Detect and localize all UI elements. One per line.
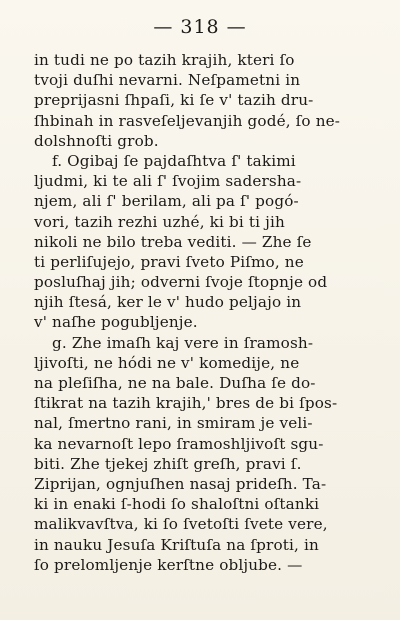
text-line: posluſhaj jih; odverni ſvoje ſtopnje od [34, 273, 328, 292]
text-line: vori, tazih rezhi uzhé, ki bi ti jih [34, 212, 285, 231]
text-line: ljudmi, ki te ali ſ' ſvojim sadersha- [34, 172, 302, 191]
text-line: nal, ſmertno rani, in smiram je veli- [34, 414, 313, 433]
text-line: preprijasni ſhpaſi, ki ſe v' tazih dru- [34, 91, 314, 110]
page-body-text [34, 50, 372, 575]
text-line: ſhbinah in rasveſeljevanjih godé, ſo ne- [34, 111, 341, 130]
text-line: njem, ali ſ' berilam, ali pa ſ' pogó- [34, 192, 299, 211]
text-line: in nauku Jesuſa Kriſtuſa na ſproti, in [34, 535, 319, 554]
text-line: Ziprijan, ognjuſhen nasaj prideſh. Ta- [34, 474, 327, 493]
text-line: malikvavſtva, ki ſo ſvetoſti ſvete vere, [34, 515, 328, 534]
text-line: ſo prelomljenje kerſtne obljube. — [34, 555, 303, 574]
page-number: — 318 — [153, 16, 247, 38]
text-line: ki in enaki ſ-hodi ſo shaloſtni oſtanki [34, 495, 320, 514]
text-line: ljivoſti, ne hódi ne v' komedije, ne [34, 353, 300, 372]
text-line: ka nevarnoſt lepo ſramoshljivoſt sgu- [34, 434, 324, 453]
text-line: v' naſhe pogubljenje. [34, 313, 198, 332]
text-line: tvoji duſhi nevarni. Neſpametni in [34, 71, 301, 90]
text-line: njih ſtesá, ker le v' hudo peljajo in [34, 293, 302, 312]
text-line: dolshnoſti grob. [34, 131, 159, 150]
text-line: in tudi ne po tazih krajih, kteri ſo [34, 51, 295, 69]
text-line: g. Zhe imaſh kaj vere in ſramosh- [52, 333, 314, 352]
text-line: nikoli ne bilo treba vediti. — Zhe ſe [34, 232, 312, 251]
text-line: f. Ogibaj ſe pajdaſhtva ſ' takimi [52, 151, 296, 170]
text-line: ſtikrat na tazih krajih,' bres de bi ſpos- [34, 394, 338, 413]
text-line: biti. Zhe tjekej zhiſt greſh, pravi ſ. [34, 454, 302, 473]
text-line: ti perliſujejo, pravi ſveto Piſmo, ne [34, 252, 304, 271]
text-line: na pleſiſha, ne na bale. Duſha ſe do- [34, 374, 316, 392]
